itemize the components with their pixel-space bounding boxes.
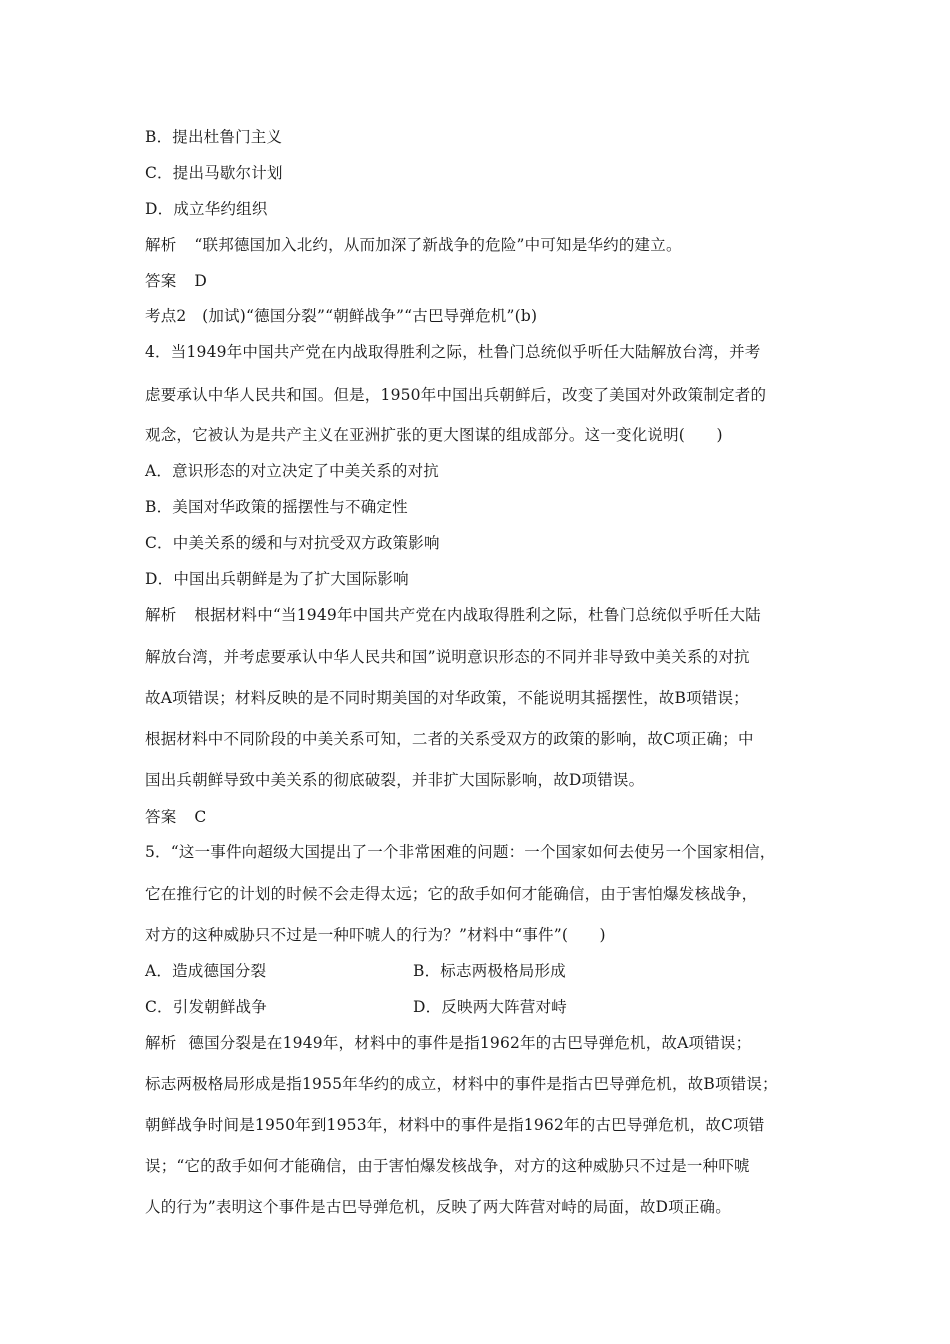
q4-stem-line-1: 4．当1949年中国共产党在内战取得胜利之际，杜鲁门总统似乎听任大陆解放台湾，并考	[145, 343, 761, 361]
q5-analysis-label: 解析	[145, 1034, 177, 1052]
q3-analysis-text: “联邦德国加入北约，从而加深了新战争的危险”中可知是华约的建立。	[194, 236, 682, 254]
q4-option-b: B．美国对华政策的摇摆性与不确定性	[145, 498, 408, 516]
q3-analysis	[145, 234, 682, 256]
q4-stem-line-2: 虑要承认中华人民共和国。但是，1950年中国出兵朝鲜后，改变了美国对外政策制定者的	[145, 386, 767, 404]
q3-option-c: C．提出马歇尔计划	[145, 164, 283, 182]
q5-analysis-line-2: 标志两极格局形成是指1955年华约的成立，材料中的事件是指古巴导弹危机，故B项错误；	[145, 1075, 778, 1093]
q4-answer-label: 答案	[145, 808, 177, 826]
q4-option-c: C．中美关系的缓和与对抗受双方政策影响	[145, 534, 440, 552]
q3-answer-label: 答案	[145, 272, 177, 290]
q5-option-b: B．标志两极格局形成	[413, 962, 566, 980]
q4-analysis-line-2: 解放台湾，并考虑要承认中华人民共和国”说明意识形态的不同并非导致中美关系的对抗	[145, 648, 750, 666]
q5-option-a: A．造成德国分裂	[145, 962, 267, 980]
section-title: 考点2 (加试)“德国分裂”“朝鲜战争”“古巴导弹危机”(b)	[145, 307, 538, 325]
q5-analysis-line-4: 误；“它的敌手如何才能确信，由于害怕爆发核战争，对方的这种威胁只不过是一种吓唬	[145, 1157, 750, 1175]
q3-answer	[145, 270, 207, 292]
q5-analysis-line-1	[145, 1032, 751, 1054]
q5-analysis-line-3: 朝鲜战争时间是1950年到1953年，材料中的事件是指1962年的古巴导弹危机，故C项错	[145, 1116, 765, 1134]
q5-stem-line-1: 5．“这一事件向超级大国提出了一个非常困难的问题：一个国家如何去使另一个国家相信，	[145, 843, 776, 861]
q4-analysis-line-4: 根据材料中不同阶段的中美关系可知，二者的关系受双方的政策的影响，故C项正确；中	[145, 730, 754, 748]
q3-option-d: D．成立华约组织	[145, 200, 268, 218]
q5-option-d: D．反映两大阵营对峙	[413, 998, 567, 1016]
q4-analysis-text-1: 根据材料中“当1949年中国共产党在内战取得胜利之际，杜鲁门总统似乎听任大陆	[194, 606, 761, 624]
q4-analysis-line-3: 故A项错误；材料反映的是不同时期美国的对华政策，不能说明其摇摆性，故B项错误；	[145, 689, 749, 707]
q4-stem-line-3: 观念，它被认为是共产主义在亚洲扩张的更大图谋的组成部分。这一变化说明( )	[145, 426, 723, 444]
q5-option-c: C．引发朝鲜战争	[145, 998, 267, 1016]
q3-option-b: B．提出杜鲁门主义	[145, 128, 283, 146]
q5-options-row-2	[145, 996, 567, 1018]
q4-answer-value: C	[194, 808, 207, 826]
q5-options-row-1	[145, 960, 566, 982]
q4-answer	[145, 806, 206, 828]
q4-analysis-label: 解析	[145, 606, 177, 624]
q4-option-d: D．中国出兵朝鲜是为了扩大国际影响	[145, 570, 409, 588]
q4-analysis-line-1	[145, 604, 761, 626]
q5-analysis-line-5: 人的行为”表明这个事件是古巴导弹危机，反映了两大阵营对峙的局面，故D项正确。	[145, 1198, 731, 1216]
q4-analysis-line-5: 国出兵朝鲜导致中美关系的彻底破裂，并非扩大国际影响，故D项错误。	[145, 771, 645, 789]
q5-stem-line-2: 它在推行它的计划的时候不会走得太远；它的敌手如何才能确信，由于害怕爆发核战争，	[145, 885, 758, 903]
q3-answer-value: D	[194, 272, 208, 290]
q5-analysis-text-1: 德国分裂是在1949年，材料中的事件是指1962年的古巴导弹危机，故A项错误；	[188, 1034, 752, 1052]
q3-analysis-label: 解析	[145, 236, 177, 254]
q4-option-a: A．意识形态的对立决定了中美关系的对抗	[145, 462, 439, 480]
q5-stem-line-3: 对方的这种威胁只不过是一种吓唬人的行为？”材料中“事件”( )	[145, 926, 606, 944]
